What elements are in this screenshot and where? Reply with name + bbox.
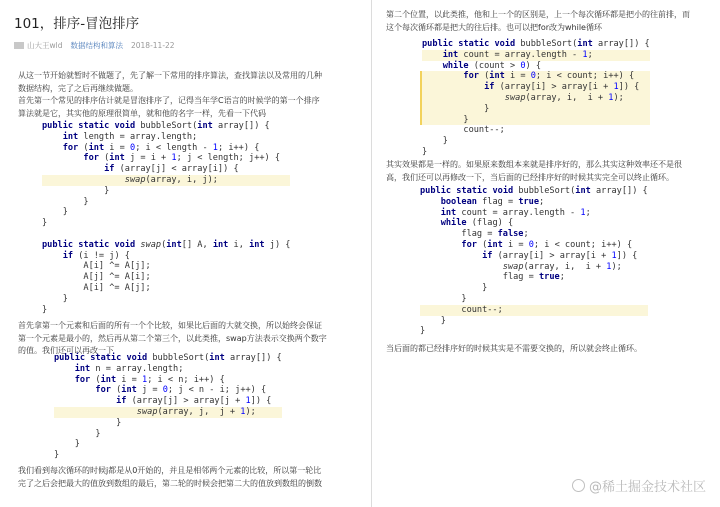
code-line: public static void bubbleSort(int array[]) { bbox=[42, 121, 270, 131]
code-line: public static void swap(int[] A, int i, int j) { bbox=[42, 239, 291, 250]
watermark-text: @稀土掘金技术社区 bbox=[588, 480, 706, 495]
efficiency-paragraph bbox=[386, 159, 682, 184]
right-page bbox=[372, 0, 720, 507]
continued-paragraph bbox=[386, 9, 690, 34]
code-line: } bbox=[54, 450, 60, 461]
code-line: if (i != j) { bbox=[62, 250, 130, 261]
paragraph-line: 从这一节开始就暂时不做题了，先了解一下常用的排序算法，查找算法以及常用的几种 bbox=[18, 71, 322, 80]
code-block-bubble-sort-1 bbox=[42, 121, 290, 315]
code-line: } bbox=[42, 207, 68, 218]
code-line: for (int j = i + 1; j < length; j++) { bbox=[83, 153, 281, 164]
code-line: while (count > 0) { bbox=[442, 60, 542, 71]
code-line: count--; bbox=[420, 305, 648, 316]
paragraph-line: 其实效果都是一样的。如果原来数组本来就是排序好的，那么其实这种效率还不是很 bbox=[386, 160, 682, 169]
code-line bbox=[42, 229, 290, 240]
code-line: for (int i = 1; i < n; i++) { bbox=[74, 374, 225, 385]
code-line: } bbox=[54, 428, 101, 439]
paragraph-line: 第一个元素是最小的，然后再从第二个第三个，以此类推，swap方法表示交换两个数字 bbox=[18, 333, 327, 343]
code-line: } bbox=[420, 293, 467, 304]
code-line: int count = array.length - 1; bbox=[440, 207, 591, 218]
outro-paragraph bbox=[18, 465, 322, 490]
article-author[interactable]: 山大王wld bbox=[27, 41, 63, 50]
paragraph-line: 高，我们还可以再修改一下，当后面的已经排序好的时候其实完全可以终止循环。 bbox=[386, 172, 674, 182]
paragraph-line: 我们看到每次循环的时候j都是从0开始的，并且是相邻两个元素的比较，所以第一轮比 bbox=[18, 466, 322, 475]
code-line: if (array[i] > array[i + 1]) { bbox=[420, 82, 650, 93]
code-line: } bbox=[422, 136, 448, 147]
paragraph-line: 算法就是它，其实他的原理很简单，就和他的名字一样，先看一下代码 bbox=[18, 108, 266, 118]
paragraph-line: 这个每次循环都是把大的往后排。也可以把for改为while循环 bbox=[386, 22, 602, 32]
code-line: if (array[i] > array[i + 1]) { bbox=[482, 250, 638, 261]
juejin-logo-icon bbox=[572, 479, 585, 492]
code-line: } bbox=[42, 293, 68, 304]
code-line: } bbox=[54, 417, 122, 428]
intro-paragraph bbox=[18, 70, 322, 120]
code-line: public static void bubbleSort(int array[]) { bbox=[54, 353, 282, 363]
code-block-bubble-sort-2 bbox=[54, 353, 282, 461]
paragraph-line: 第二个位置，以此类推，他和上一个的区别是，上一个每次循环都是把小的往前排，而 bbox=[386, 10, 690, 19]
code-line: swap(array, i, j); bbox=[42, 175, 290, 186]
code-line: } bbox=[42, 304, 48, 315]
code-block-while-loop bbox=[422, 39, 650, 158]
code-line: for (int i = 0; i < length - 1; i++) { bbox=[62, 142, 260, 153]
code-line: int length = array.length; bbox=[62, 131, 198, 142]
author-badge-icon bbox=[14, 42, 24, 49]
code-line: } bbox=[420, 315, 446, 326]
paragraph-line: 首先拿第一个元素和后面的所有一个个比较，如果比后面的大就交换，所以始终会保证 bbox=[18, 321, 322, 330]
code-line: while (flag) { bbox=[440, 218, 514, 229]
code-line: } bbox=[420, 283, 488, 294]
paragraph-line: 首先第一个常见的排序估计就是冒泡排序了，记得当年学C语言的时候学的第一个排序 bbox=[18, 96, 320, 105]
article-title: 101，排序-冒泡排序 bbox=[14, 16, 140, 32]
code-line: count--; bbox=[422, 125, 505, 136]
code-block-flag-version bbox=[420, 186, 648, 337]
article-date: 2018-11-22 bbox=[130, 41, 175, 50]
code-line: swap(array, i, i + 1); bbox=[502, 261, 622, 272]
code-line: if (array[j] < array[i]) { bbox=[104, 164, 239, 175]
code-line: for (int i = 0; i < count; i++) { bbox=[461, 239, 633, 250]
watermark bbox=[572, 476, 706, 495]
paragraph-line: 当后面的都已经排序好的时候其实是不需要交换的，所以就会终止循环。 bbox=[386, 344, 642, 353]
paragraph-line: 数据结构，完了之后再继续做题。 bbox=[18, 83, 138, 93]
paragraph-line: 完了之后会把最大的值放到数组的最后，第二轮的时候会把第二大的值放到数组的倒数 bbox=[18, 478, 322, 488]
code-line: } bbox=[420, 115, 650, 126]
explain-paragraph bbox=[18, 320, 327, 358]
code-line: } bbox=[420, 326, 426, 337]
code-line: swap(array, i, i + 1); bbox=[420, 93, 650, 104]
article-meta bbox=[14, 40, 183, 51]
code-line: A[j] ^= A[i]; bbox=[42, 272, 151, 283]
code-line: int count = array.length - 1; bbox=[422, 50, 650, 61]
code-line: public static void bubbleSort(int array[]) { bbox=[422, 39, 650, 49]
code-line: for (int j = 0; j < n - i; j++) { bbox=[95, 385, 267, 396]
code-line: public static void bubbleSort(int array[]) { bbox=[420, 186, 648, 196]
article-category[interactable]: 数据结构和算法 bbox=[70, 41, 123, 50]
code-line: int n = array.length; bbox=[74, 363, 184, 374]
code-line: A[i] ^= A[j]; bbox=[42, 261, 151, 272]
code-line: flag = true; bbox=[420, 272, 565, 283]
code-line: A[i] ^= A[j]; bbox=[42, 282, 151, 293]
code-line: boolean flag = true; bbox=[440, 196, 545, 207]
code-line: swap(array, j, j + 1); bbox=[54, 407, 282, 418]
code-line: } bbox=[42, 196, 89, 207]
code-line: } bbox=[420, 104, 650, 115]
paragraph-line: 的值。我们还可以再改一下 bbox=[18, 346, 114, 355]
closing-paragraph bbox=[386, 343, 642, 356]
code-line: if (array[j] > array[j + 1]) { bbox=[116, 396, 272, 407]
code-line: } bbox=[422, 146, 428, 157]
code-line: } bbox=[54, 439, 80, 450]
code-line: flag = false; bbox=[420, 229, 529, 240]
code-line: } bbox=[42, 218, 48, 229]
code-line: for (int i = 0; i < count; i++) { bbox=[420, 71, 650, 82]
code-line: } bbox=[42, 185, 110, 196]
